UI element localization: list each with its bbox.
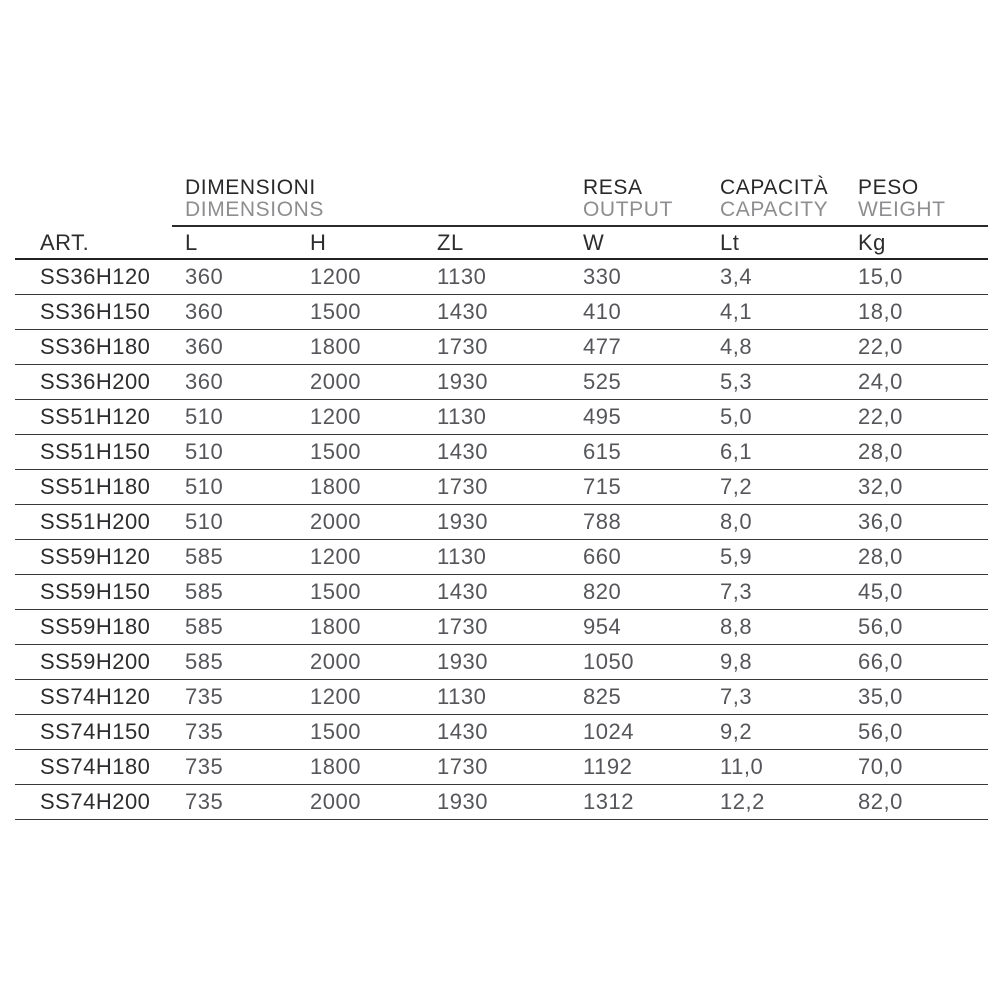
- cell-capacity: 3,4: [720, 264, 753, 289]
- cell-output-w: 1312: [583, 789, 634, 814]
- cell-zl: 1430: [437, 579, 488, 604]
- cell-capacity: 5,9: [720, 544, 753, 569]
- table-row: [15, 295, 988, 330]
- cell-capacity: 11,0: [720, 754, 764, 779]
- table-row: [15, 260, 988, 295]
- cell-weight: 24,0: [858, 369, 903, 394]
- table-row: [15, 505, 988, 540]
- cell-capacity: 7,3: [720, 579, 753, 604]
- cell-art-code: SS51H150: [40, 439, 151, 464]
- cell-zl: 1130: [437, 544, 487, 569]
- cell-weight: 36,0: [858, 509, 903, 534]
- cell-zl: 1130: [437, 404, 487, 429]
- cell-capacity: 7,3: [720, 684, 753, 709]
- cell-height: 1200: [310, 404, 361, 429]
- column-header-row: [15, 227, 988, 260]
- cell-weight: 56,0: [858, 719, 903, 744]
- cell-output-w: 820: [583, 579, 622, 604]
- cell-zl: 1730: [437, 474, 488, 499]
- group-header-dimensions: [185, 177, 324, 221]
- cell-art-code: SS74H180: [40, 754, 151, 779]
- group-header-underline: [172, 225, 988, 227]
- cell-art-code: SS36H180: [40, 334, 151, 359]
- cell-weight: 82,0: [858, 789, 903, 814]
- group-subtitle-dimensions: DIMENSIONS: [185, 198, 325, 221]
- cell-length: 585: [185, 649, 224, 674]
- cell-art-code: SS59H150: [40, 579, 151, 604]
- table-row: [15, 330, 988, 365]
- column-header-h: H: [310, 229, 327, 255]
- cell-length: 510: [185, 404, 224, 429]
- cell-zl: 1730: [437, 754, 488, 779]
- cell-height: 2000: [310, 369, 361, 394]
- cell-height: 2000: [310, 649, 361, 674]
- cell-length: 360: [185, 369, 224, 394]
- group-header-weight: [858, 177, 946, 221]
- column-header-zl: ZL: [437, 229, 464, 255]
- cell-capacity: 4,8: [720, 334, 753, 359]
- cell-art-code: SS74H150: [40, 719, 151, 744]
- table-row: [15, 610, 988, 645]
- cell-height: 1500: [310, 719, 361, 744]
- cell-capacity: 5,0: [720, 404, 753, 429]
- cell-art-code: SS51H120: [40, 404, 151, 429]
- column-header-kg: Kg: [858, 229, 886, 255]
- group-title-resa: RESA: [583, 176, 643, 199]
- cell-zl: 1430: [437, 299, 488, 324]
- cell-height: 1500: [310, 439, 361, 464]
- cell-length: 735: [185, 684, 224, 709]
- cell-weight: 28,0: [858, 544, 903, 569]
- cell-output-w: 1050: [583, 649, 634, 674]
- table-row: [15, 575, 988, 610]
- column-header-art: ART.: [40, 229, 90, 255]
- cell-art-code: SS59H200: [40, 649, 151, 674]
- group-header-capacity: [720, 177, 828, 221]
- cell-weight: 15,0: [858, 264, 903, 289]
- table-row: [15, 435, 988, 470]
- cell-length: 510: [185, 509, 224, 534]
- cell-height: 1800: [310, 334, 361, 359]
- cell-length: 360: [185, 334, 224, 359]
- cell-output-w: 615: [583, 439, 622, 464]
- cell-zl: 1930: [437, 789, 488, 814]
- cell-output-w: 477: [583, 334, 622, 359]
- cell-output-w: 825: [583, 684, 622, 709]
- table-row: [15, 540, 988, 575]
- group-subtitle-capacity: CAPACITY: [720, 198, 829, 221]
- cell-weight: 70,0: [858, 754, 903, 779]
- cell-output-w: 788: [583, 509, 622, 534]
- cell-capacity: 5,3: [720, 369, 753, 394]
- group-header-output: [583, 177, 673, 221]
- cell-height: 1500: [310, 579, 361, 604]
- cell-height: 1500: [310, 299, 361, 324]
- cell-weight: 22,0: [858, 404, 903, 429]
- cell-height: 1800: [310, 614, 361, 639]
- cell-height: 1200: [310, 684, 361, 709]
- column-header-w: W: [583, 229, 605, 255]
- cell-height: 2000: [310, 509, 361, 534]
- cell-zl: 1130: [437, 684, 487, 709]
- cell-zl: 1430: [437, 719, 488, 744]
- cell-height: 1800: [310, 754, 361, 779]
- cell-length: 360: [185, 264, 224, 289]
- cell-output-w: 495: [583, 404, 622, 429]
- cell-art-code: SS51H200: [40, 509, 151, 534]
- cell-length: 585: [185, 579, 224, 604]
- cell-height: 2000: [310, 789, 361, 814]
- column-header-lt: Lt: [720, 229, 740, 255]
- cell-output-w: 1024: [583, 719, 634, 744]
- table-row: [15, 750, 988, 785]
- cell-zl: 1730: [437, 334, 488, 359]
- cell-art-code: SS74H120: [40, 684, 151, 709]
- table-row: [15, 470, 988, 505]
- cell-height: 1800: [310, 474, 361, 499]
- table-row: [15, 645, 988, 680]
- cell-length: 735: [185, 789, 224, 814]
- cell-zl: 1130: [437, 264, 487, 289]
- cell-zl: 1430: [437, 439, 488, 464]
- cell-length: 510: [185, 439, 224, 464]
- cell-weight: 56,0: [858, 614, 903, 639]
- table-row: [15, 785, 988, 820]
- cell-zl: 1930: [437, 369, 488, 394]
- group-title-dimensioni: DIMENSIONI: [185, 176, 316, 199]
- cell-length: 510: [185, 474, 224, 499]
- cell-output-w: 660: [583, 544, 622, 569]
- cell-output-w: 410: [583, 299, 622, 324]
- cell-output-w: 715: [583, 474, 622, 499]
- cell-zl: 1930: [437, 509, 488, 534]
- cell-length: 585: [185, 614, 224, 639]
- group-title-capacita: CAPACITÀ: [720, 176, 829, 199]
- cell-length: 360: [185, 299, 224, 324]
- cell-weight: 28,0: [858, 439, 903, 464]
- cell-capacity: 4,1: [720, 299, 753, 324]
- cell-capacity: 7,2: [720, 474, 753, 499]
- cell-weight: 45,0: [858, 579, 903, 604]
- cell-art-code: SS36H200: [40, 369, 151, 394]
- product-spec-table: [15, 176, 988, 820]
- group-title-peso: PESO: [858, 176, 919, 199]
- cell-art-code: SS59H180: [40, 614, 151, 639]
- cell-length: 735: [185, 719, 224, 744]
- cell-height: 1200: [310, 264, 361, 289]
- cell-weight: 22,0: [858, 334, 903, 359]
- cell-art-code: SS59H120: [40, 544, 151, 569]
- cell-output-w: 1192: [583, 754, 633, 779]
- table-row: [15, 365, 988, 400]
- cell-capacity: 12,2: [720, 789, 765, 814]
- cell-capacity: 8,8: [720, 614, 753, 639]
- table-body: [15, 260, 988, 820]
- table-group-header-row: [15, 176, 988, 227]
- cell-art-code: SS51H180: [40, 474, 151, 499]
- cell-weight: 35,0: [858, 684, 903, 709]
- cell-height: 1200: [310, 544, 361, 569]
- cell-output-w: 330: [583, 264, 622, 289]
- cell-art-code: SS36H150: [40, 299, 151, 324]
- cell-weight: 32,0: [858, 474, 903, 499]
- cell-capacity: 9,8: [720, 649, 753, 674]
- cell-output-w: 525: [583, 369, 622, 394]
- group-subtitle-weight: WEIGHT: [858, 198, 946, 221]
- group-subtitle-output: OUTPUT: [583, 198, 673, 221]
- cell-weight: 66,0: [858, 649, 903, 674]
- cell-weight: 18,0: [858, 299, 903, 324]
- cell-zl: 1730: [437, 614, 488, 639]
- column-header-l: L: [185, 229, 198, 255]
- cell-capacity: 6,1: [720, 439, 753, 464]
- cell-art-code: SS36H120: [40, 264, 151, 289]
- table-row: [15, 680, 988, 715]
- cell-art-code: SS74H200: [40, 789, 151, 814]
- table-row: [15, 400, 988, 435]
- cell-output-w: 954: [583, 614, 622, 639]
- cell-length: 585: [185, 544, 224, 569]
- cell-length: 735: [185, 754, 224, 779]
- table-row: [15, 715, 988, 750]
- cell-capacity: 9,2: [720, 719, 753, 744]
- cell-capacity: 8,0: [720, 509, 753, 534]
- cell-zl: 1930: [437, 649, 488, 674]
